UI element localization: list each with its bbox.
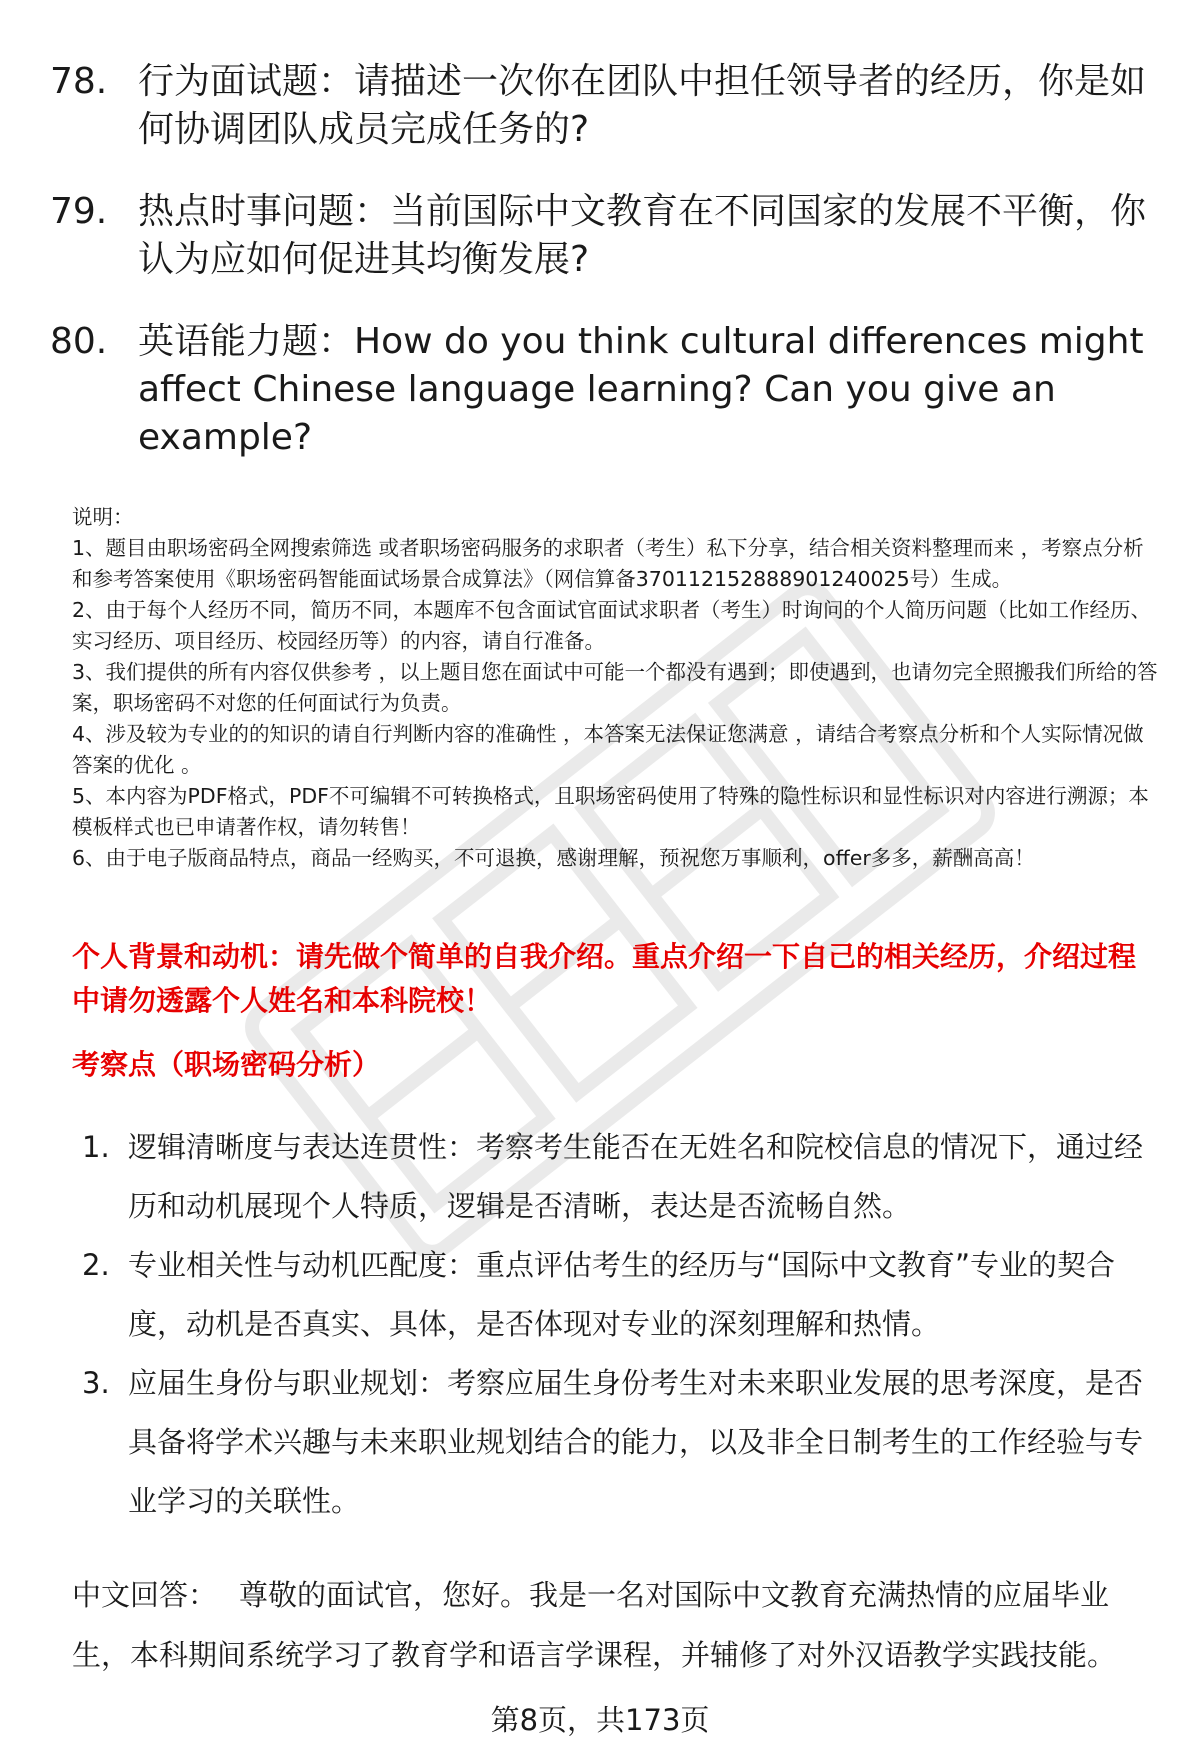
question-text: 英语能力题：How do you think cultural differences might affect Chinese language learning? Can you give an example? (138, 321, 1144, 458)
question-item (50, 188, 1160, 284)
point-text: 应届生身份与职业规划：考察应届生身份考生对未来职业发展的思考深度，是否具备将学术兴趣与未来职业规划结合的能力，以及非全日制考生的工作经验与专业学习的关联性。 (128, 1366, 1144, 1518)
analysis-points (82, 1118, 1162, 1531)
analysis-point (82, 1236, 1162, 1354)
point-text: 逻辑清晰度与表达连贯性：考察考生能否在无姓名和院校信息的情况下，通过经历和动机展现个人特质，逻辑是否清晰，表达是否流畅自然。 (128, 1130, 1144, 1223)
note-item: 1、题目由职场密码全网搜索筛选 或者职场密码服务的求职者（考生）私下分享，结合相关资料整理而来 ，考察点分析和参考答案使用《职场密码智能面试场景合成算法》（网信算备370112152888901240025号）生成。 (72, 536, 1144, 591)
answer-paragraph (72, 1565, 1162, 1685)
analysis-point (82, 1118, 1162, 1236)
point-number: 1. (82, 1130, 110, 1164)
note-item: 5、本内容为PDF格式，PDF不可编辑不可转换格式，且职场密码使用了特殊的隐性标识和显性标识对内容进行溯源；本模板样式也已申请著作权，请勿转售！ (72, 784, 1149, 839)
question-number: 79. (50, 191, 108, 232)
question-text: 热点时事问题：当前国际中文教育在不同国家的发展不平衡，你认为应如何促进其均衡发展? (138, 191, 1147, 280)
notes-title: 说明： (72, 505, 134, 529)
point-number: 2. (82, 1248, 110, 1282)
notes-section (72, 502, 1162, 874)
note-item: 6、由于电子版商品特点，商品一经购买，不可退换，感谢理解，预祝您万事顺利，offer多多，薪酬高高！ (72, 846, 1035, 870)
note-item: 2、由于每个人经历不同，简历不同，本题库不包含面试官面试求职者（考生）时询问的个人简历问题（比如工作经历、实习经历、项目经历、校园经历等）的内容，请自行准备。 (72, 598, 1152, 653)
point-text: 专业相关性与动机匹配度：重点评估考生的经历与“国际中文教育”专业的契合度，动机是否真实、具体，是否体现对专业的深刻理解和热情。 (128, 1248, 1116, 1341)
question-text: 行为面试题：请描述一次你在团队中担任领导者的经历，你是如何协调团队成员完成任务的? (138, 61, 1147, 150)
question-list (50, 58, 1160, 496)
question-number: 80. (50, 321, 108, 362)
question-item (50, 58, 1160, 154)
analysis-subheading: 考察点（职场密码分析） (72, 1048, 381, 1081)
question-number: 78. (50, 61, 108, 102)
answer-label: 中文回答： (72, 1578, 218, 1612)
note-item: 3、我们提供的所有内容仅供参考 ，以上题目您在面试中可能一个都没有遇到；即使遇到，也请勿完全照搬我们所给的答案，职场密码不对您的任何面试行为负责。 (72, 660, 1158, 715)
point-number: 3. (82, 1366, 110, 1400)
question-item (50, 318, 1160, 462)
analysis-point (82, 1354, 1162, 1531)
question-heading: 个人背景和动机：请先做个简单的自我介绍。重点介绍一下自己的相关经历，介绍过程中请勿透露个人姓名和本科院校！ (72, 940, 1137, 1017)
page-footer: 第8页，共173页 (490, 1703, 710, 1737)
answer-text: 尊敬的面试官，您好。我是一名对国际中文教育充满热情的应届毕业生，本科期间系统学习了教育学和语言学课程，并辅修了对外汉语教学实践技能。 (72, 1578, 1117, 1672)
note-item: 4、涉及较为专业的的知识的请自行判断内容的准确性 ，本答案无法保证您满意 ，请结合考察点分析和个人实际情况做答案的优化 。 (72, 722, 1144, 777)
